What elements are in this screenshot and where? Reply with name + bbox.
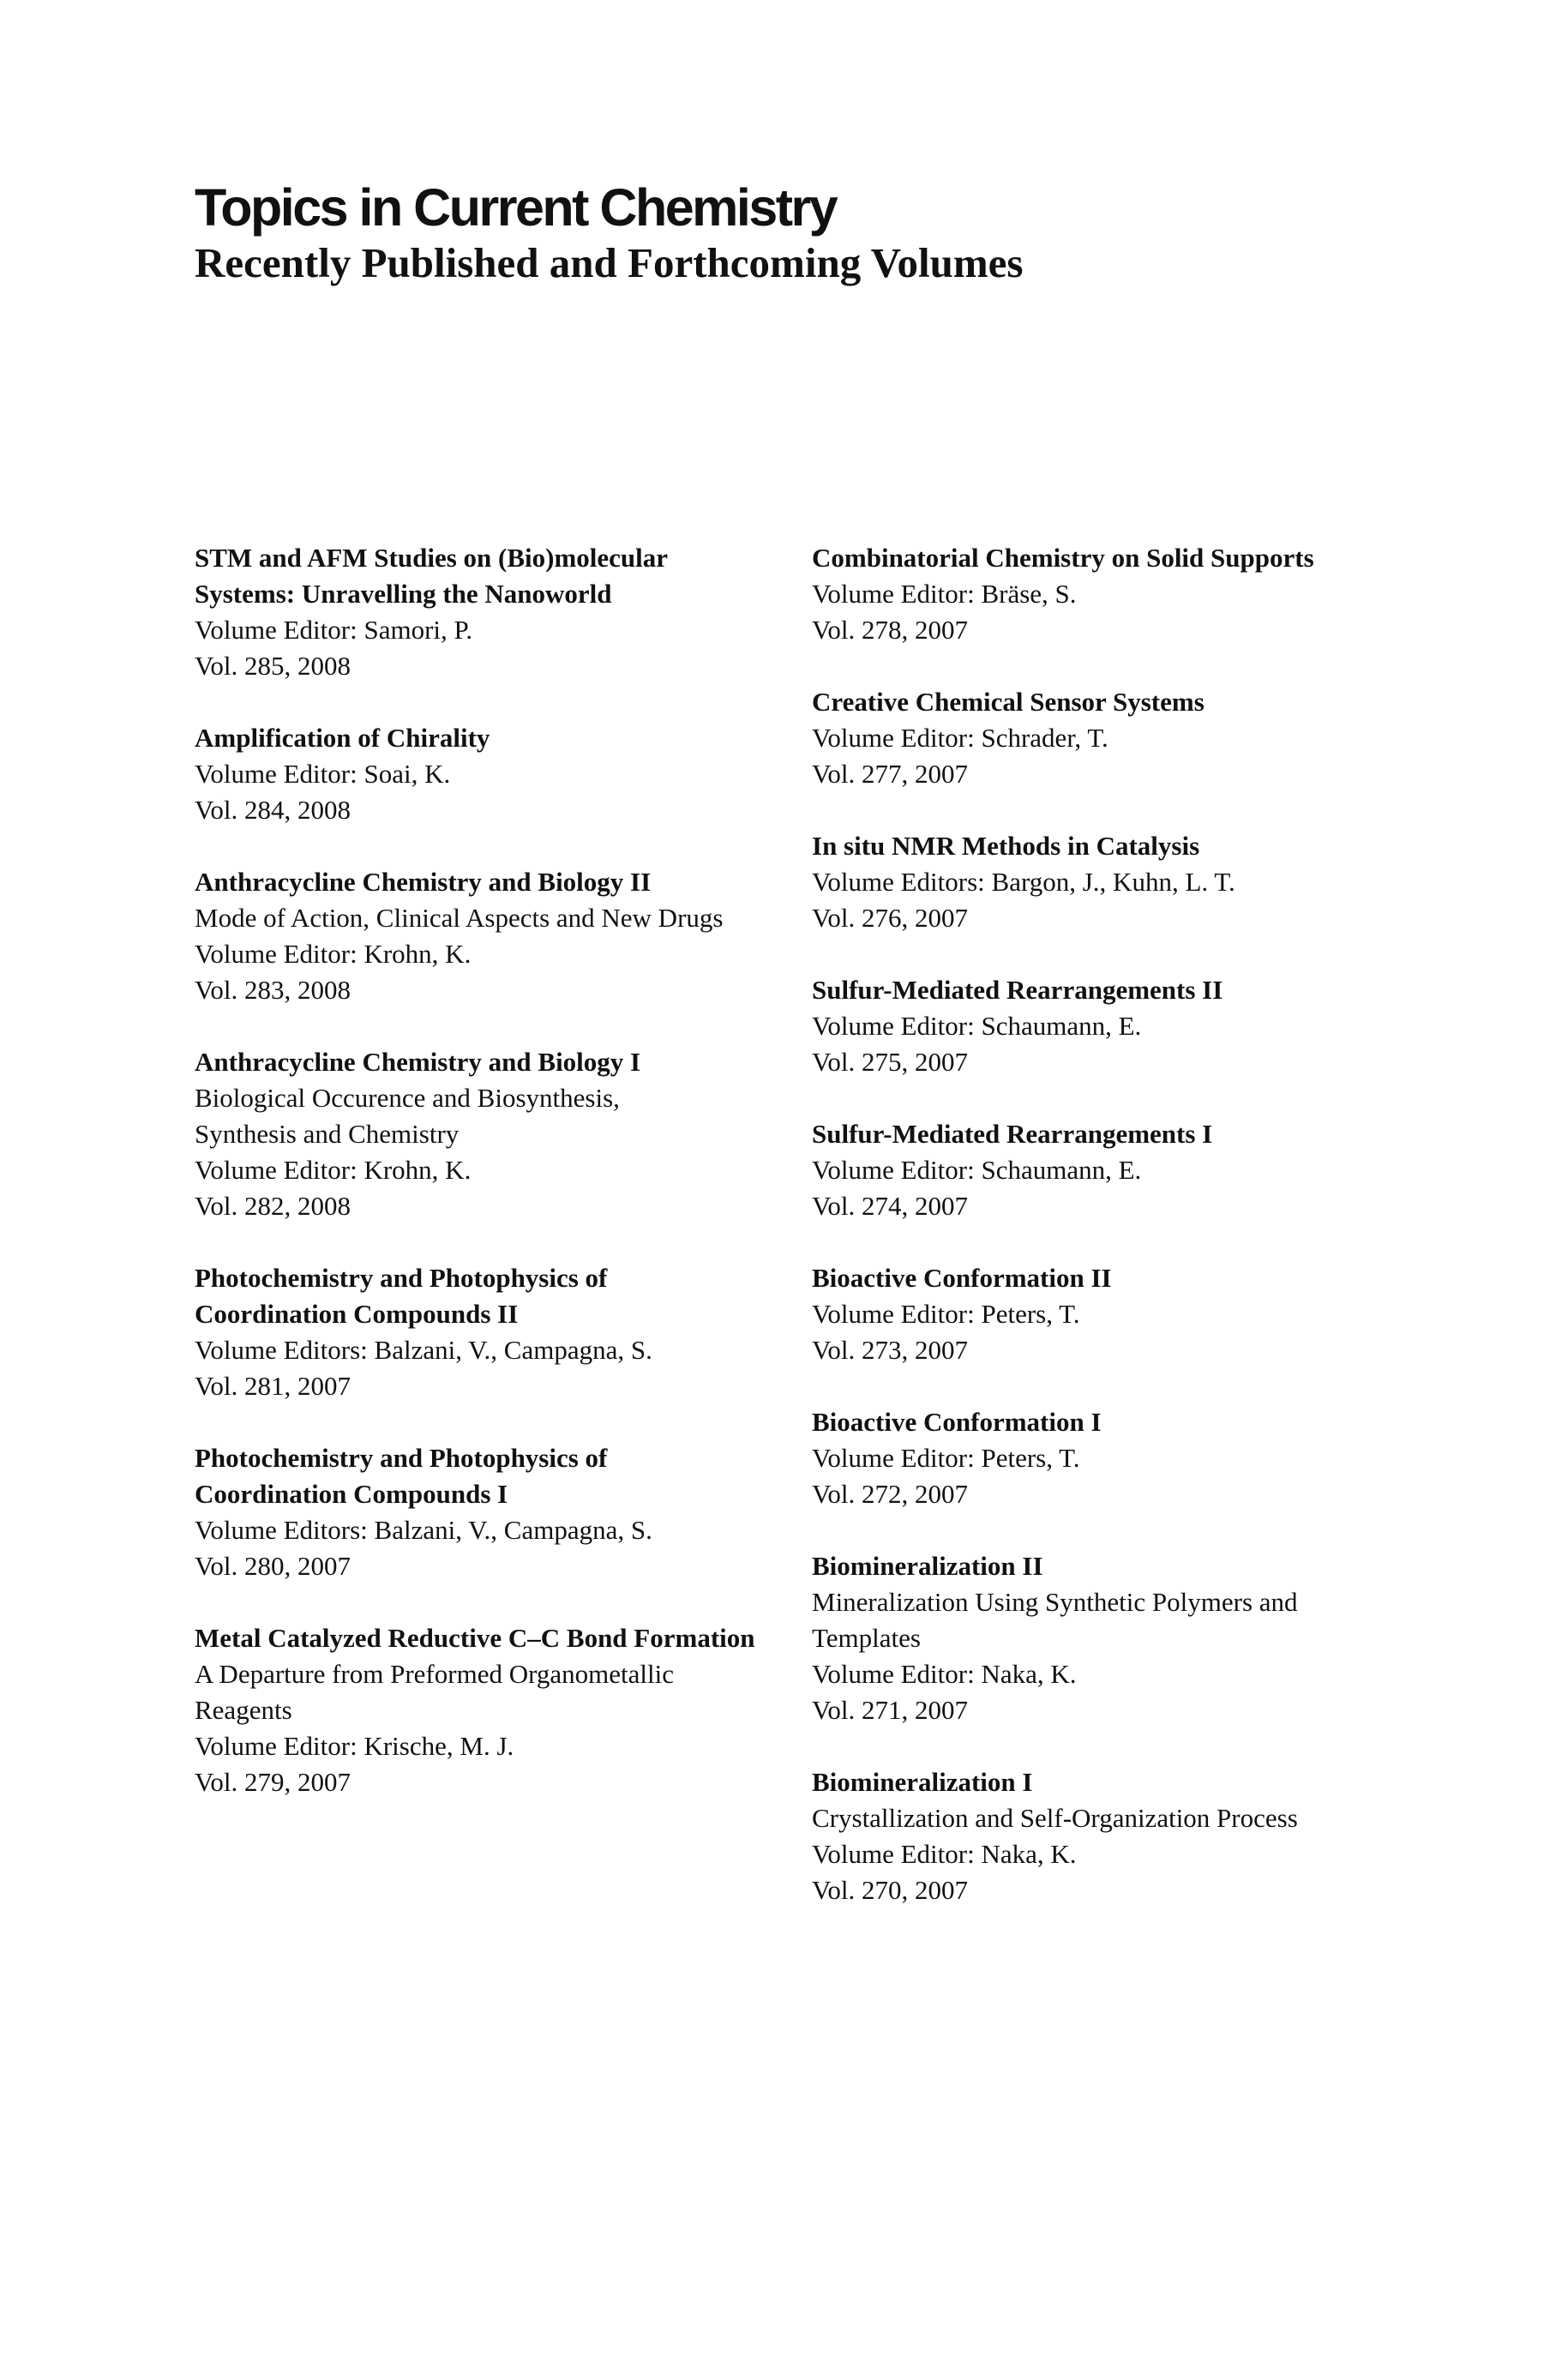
volume-title-line: Biomineralization I <box>812 1767 1033 1797</box>
volume-detail-line: Vol. 274, 2007 <box>812 1191 969 1221</box>
volume-detail-line: Volume Editor: Samori, P. <box>195 615 473 645</box>
volume-title-line: Combinatorial Chemistry on Solid Supports <box>812 543 1314 573</box>
volume-detail-line: Volume Editor: Krohn, K. <box>195 939 472 969</box>
volume-detail-line: A Departure from Preformed Organometallic <box>195 1659 674 1689</box>
page-title: Topics in Current Chemistry <box>195 178 837 237</box>
volume-detail-line: Vol. 285, 2008 <box>195 651 351 681</box>
volume-title-line: Metal Catalyzed Reductive C–C Bond Formation <box>195 1623 755 1653</box>
volume-title-line: Photochemistry and Photophysics of <box>195 1263 608 1293</box>
volume-detail-line: Vol. 272, 2007 <box>812 1479 969 1509</box>
volume-detail-line: Mode of Action, Clinical Aspects and New Drugs <box>195 903 724 933</box>
volume-entry <box>812 1260 1498 1368</box>
volume-entry <box>195 1620 795 1800</box>
volume-detail-line: Vol. 277, 2007 <box>812 759 969 789</box>
volume-title-line: Biomineralization II <box>812 1551 1043 1581</box>
volume-entry <box>812 1404 1498 1512</box>
volume-list-right <box>812 540 1498 1944</box>
volume-detail-line: Vol. 281, 2007 <box>195 1371 351 1401</box>
volume-detail-line: Volume Editor: Peters, T. <box>812 1443 1080 1473</box>
volume-entry <box>812 1764 1498 1908</box>
volume-detail-line: Volume Editors: Balzani, V., Campagna, S. <box>195 1335 652 1365</box>
volume-detail-line: Volume Editor: Peters, T. <box>812 1299 1080 1329</box>
volume-title-line: Systems: Unravelling the Nanoworld <box>195 579 612 609</box>
volume-entry <box>195 1440 795 1584</box>
volume-title-line: Sulfur-Mediated Rearrangements I <box>812 1119 1213 1149</box>
volume-detail-line: Crystallization and Self-Organization Process <box>812 1803 1298 1833</box>
volume-title-line: Coordination Compounds I <box>195 1479 508 1509</box>
volume-detail-line: Volume Editor: Schaumann, E. <box>812 1155 1142 1185</box>
volume-entry <box>812 828 1498 936</box>
volume-title-line: Creative Chemical Sensor Systems <box>812 687 1205 717</box>
volume-detail-line: Vol. 276, 2007 <box>812 903 969 933</box>
volume-detail-line: Volume Editor: Naka, K. <box>812 1659 1077 1689</box>
volume-detail-line: Vol. 284, 2008 <box>195 795 351 825</box>
volume-detail-line: Reagents <box>195 1695 292 1725</box>
volume-detail-line: Synthesis and Chemistry <box>195 1119 460 1149</box>
volume-title-line: Sulfur-Mediated Rearrangements II <box>812 975 1223 1005</box>
volume-detail-line: Volume Editors: Bargon, J., Kuhn, L. T. <box>812 867 1235 897</box>
volume-entry <box>195 1260 795 1404</box>
volume-title-line: Bioactive Conformation II <box>812 1263 1112 1293</box>
volume-entry <box>195 540 795 684</box>
volume-title-line: In situ NMR Methods in Catalysis <box>812 831 1200 861</box>
volume-detail-line: Vol. 275, 2007 <box>812 1047 969 1077</box>
volume-title-line: Anthracycline Chemistry and Biology II <box>195 867 652 897</box>
volume-detail-line: Mineralization Using Synthetic Polymers and <box>812 1587 1298 1617</box>
page-subtitle: Recently Published and Forthcoming Volumes <box>195 239 1024 286</box>
volume-list-left <box>195 540 795 1836</box>
volume-entry <box>812 684 1498 792</box>
volume-detail-line: Vol. 283, 2008 <box>195 975 351 1005</box>
volume-entry <box>812 1116 1498 1224</box>
volume-entry <box>812 972 1498 1080</box>
volume-detail-line: Volume Editor: Krische, M. J. <box>195 1731 514 1761</box>
volume-detail-line: Volume Editors: Balzani, V., Campagna, S. <box>195 1515 652 1545</box>
volume-detail-line: Volume Editor: Schrader, T. <box>812 723 1108 753</box>
volume-title-line: Bioactive Conformation I <box>812 1407 1102 1437</box>
volume-detail-line: Biological Occurence and Biosynthesis, <box>195 1083 620 1113</box>
volume-entry <box>195 720 795 828</box>
volume-detail-line: Vol. 279, 2007 <box>195 1767 351 1797</box>
volume-entry <box>812 1548 1498 1728</box>
volume-detail-line: Volume Editor: Soai, K. <box>195 759 451 789</box>
volume-entry <box>195 864 795 1008</box>
volume-title-line: STM and AFM Studies on (Bio)molecular <box>195 543 669 573</box>
volume-detail-line: Vol. 278, 2007 <box>812 615 969 645</box>
volume-entry <box>195 1044 795 1224</box>
volume-detail-line: Volume Editor: Bräse, S. <box>812 579 1077 609</box>
volume-detail-line: Volume Editor: Schaumann, E. <box>812 1011 1142 1041</box>
volume-detail-line: Templates <box>812 1623 921 1653</box>
volume-detail-line: Vol. 280, 2007 <box>195 1551 351 1581</box>
volume-title-line: Photochemistry and Photophysics of <box>195 1443 608 1473</box>
volume-title-line: Amplification of Chirality <box>195 723 490 753</box>
volume-detail-line: Vol. 271, 2007 <box>812 1695 969 1725</box>
volume-detail-line: Volume Editor: Naka, K. <box>812 1839 1077 1869</box>
volume-title-line: Anthracycline Chemistry and Biology I <box>195 1047 641 1077</box>
volume-detail-line: Volume Editor: Krohn, K. <box>195 1155 472 1185</box>
volume-detail-line: Vol. 282, 2008 <box>195 1191 351 1221</box>
volume-detail-line: Vol. 273, 2007 <box>812 1335 969 1365</box>
volume-detail-line: Vol. 270, 2007 <box>812 1875 969 1905</box>
volume-entry <box>812 540 1498 648</box>
volume-title-line: Coordination Compounds II <box>195 1299 519 1329</box>
